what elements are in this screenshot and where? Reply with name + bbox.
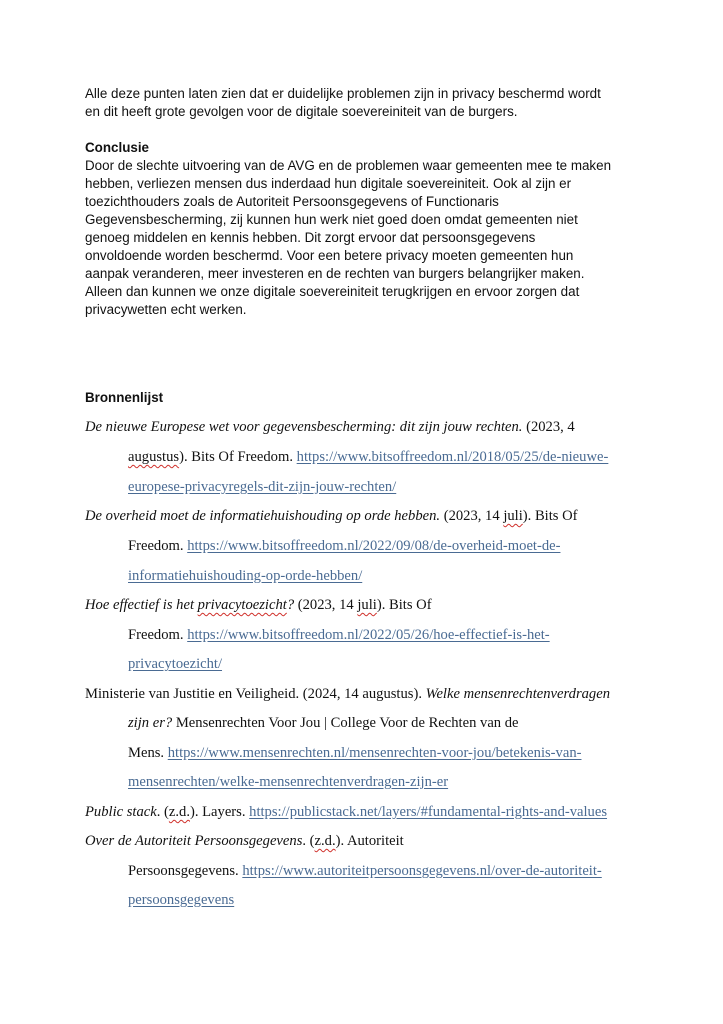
conclusion-line-7: aanpak veranderen, meer investeren en de rechten van burgers belangrijker maken.: [85, 266, 585, 281]
conclusion-line-2: hebben, verliezen mensen dus inderdaad hun digitale soevereiniteit. Ook al zijn er: [85, 176, 572, 191]
reference-1-date: (2023, 4: [522, 419, 575, 435]
reference-6-url-link[interactable]: https://www.autoriteitpersoonsgegevens.nl/over-de-autoriteit-: [242, 863, 602, 879]
reference-4-line-3: [128, 745, 581, 762]
intro-line-2: en dit heeft grote gevolgen voor de digitale soevereiniteit van de burgers.: [85, 104, 518, 119]
reference-1-url-link-cont[interactable]: europese-privacyregels-dit-zijn-jouw-rechten/: [128, 479, 397, 495]
reference-4-line-2: [128, 715, 519, 732]
reference-3-line-3: [128, 656, 222, 673]
reference-4-line-4: [128, 774, 448, 791]
conclusion-heading: Conclusie: [85, 140, 149, 155]
reference-6-nd: z.d.: [314, 833, 336, 849]
reference-1-month: augustus: [128, 449, 180, 465]
reference-4-site-cont: Mens.: [128, 745, 168, 761]
conclusion-line-8: Alleen dan kunnen we onze digitale soevereiniteit terugkrijgen en ervoor zorgen dat: [85, 284, 580, 299]
reference-6-url-link-cont[interactable]: persoonsgegevens: [128, 892, 235, 908]
reference-1-publisher: ). Bits Of Freedom.: [179, 449, 297, 465]
reference-4-author: Ministerie van Justitie en Veiligheid. (2024, 14 augustus).: [85, 686, 426, 702]
reference-5-line-1: [85, 804, 607, 821]
reference-6-sep: . (: [302, 833, 315, 849]
reference-3-publisher-cont: Freedom.: [128, 627, 188, 643]
reference-6-publisher: ). Autoriteit: [335, 833, 404, 849]
reference-6-line-2: [128, 863, 602, 880]
reference-5-url-link[interactable]: https://publicstack.net/layers/#fundamental-rights-and-values: [249, 804, 608, 820]
reference-2-date: (2023, 14: [440, 508, 504, 524]
intro-line-1: Alle deze punten laten zien dat er duidelijke problemen zijn in privacy beschermd wordt: [85, 86, 601, 101]
bibliography-heading: Bronnenlijst: [85, 390, 164, 405]
reference-3-date: (2023, 14: [294, 597, 358, 613]
reference-2-line-2: [128, 538, 560, 555]
reference-1-url-link[interactable]: https://www.bitsoffreedom.nl/2018/05/25/de-nieuwe-: [296, 449, 609, 465]
reference-2-line-1: [85, 508, 578, 525]
reference-6-line-3: [128, 892, 234, 909]
reference-2-title: De overheid moet de informatiehuishouding op orde hebben.: [85, 508, 441, 524]
reference-4-title-cont: zijn er?: [128, 715, 173, 731]
reference-3-title-b: ?: [286, 597, 295, 613]
reference-6-publisher-cont: Persoonsgegevens.: [128, 863, 243, 879]
reference-3-line-1: [85, 597, 432, 614]
reference-2-month: juli: [503, 508, 523, 524]
reference-3-publisher: ). Bits Of: [376, 597, 432, 613]
reference-1-line-2: [128, 449, 608, 466]
reference-4-url-link[interactable]: https://www.mensenrechten.nl/mensenrechten-voor-jou/betekenis-van-: [167, 745, 582, 761]
reference-2-url-link[interactable]: https://www.bitsoffreedom.nl/2022/09/08/de-overheid-moet-de-: [187, 538, 561, 554]
conclusion-line-6: onvoldoende worden beschermd. Voor een betere privacy moeten gemeenten hun: [85, 248, 574, 263]
reference-4-site: Mensenrechten Voor Jou | College Voor de Rechten van de: [172, 715, 519, 731]
reference-4-title: Welke mensenrechtenverdragen: [425, 686, 610, 702]
reference-1-line-1: [85, 419, 575, 436]
reference-4-url-link-cont[interactable]: mensenrechten/welke-mensenrechtenverdragen-zijn-er: [128, 774, 449, 790]
reference-3-url-link-cont[interactable]: privacytoezicht/: [128, 656, 223, 672]
reference-1-title: De nieuwe Europese wet voor gegevensbescherming: dit zijn jouw rechten.: [85, 419, 523, 435]
reference-5-sep: . (: [156, 804, 169, 820]
reference-2-publisher: ). Bits Of: [522, 508, 578, 524]
reference-3-title: [85, 597, 294, 613]
reference-6-line-1: [85, 833, 404, 850]
conclusion-line-1: Door de slechte uitvoering van de AVG en de problemen waar gemeenten mee te maken: [85, 158, 612, 173]
reference-5-title: Public stack: [85, 804, 157, 820]
reference-3-title-a: Hoe effectief is het: [85, 597, 198, 613]
reference-3-line-2: [128, 627, 550, 644]
conclusion-line-3: toezichthouders zoals de Autoriteit Persoonsgegevens of Functionaris: [85, 194, 499, 209]
reference-5-nd: z.d.: [168, 804, 190, 820]
reference-4-line-1: [85, 686, 610, 703]
reference-6-title: Over de Autoriteit Persoonsgegevens: [85, 833, 303, 849]
reference-2-publisher-cont: Freedom.: [128, 538, 188, 554]
reference-3-title-word: privacytoezicht: [197, 597, 287, 613]
reference-2-url-link-cont[interactable]: informatiehuishouding-op-orde-hebben/: [128, 568, 363, 584]
conclusion-line-4: Gegevensbescherming, zij kunnen hun werk niet goed doen omdat gemeenten niet: [85, 212, 578, 227]
reference-2-line-3: [128, 568, 362, 585]
conclusion-line-9: privacywetten echt werken.: [85, 302, 247, 317]
reference-3-url-link[interactable]: https://www.bitsoffreedom.nl/2022/05/26/hoe-effectief-is-het-: [187, 627, 550, 643]
conclusion-line-5: genoeg middelen en kennis hebben. Dit zorgt ervoor dat persoonsgegevens: [85, 230, 536, 245]
reference-5-publisher: ). Layers.: [189, 804, 250, 820]
reference-3-month: juli: [357, 597, 377, 613]
reference-1-line-3: [128, 479, 396, 496]
